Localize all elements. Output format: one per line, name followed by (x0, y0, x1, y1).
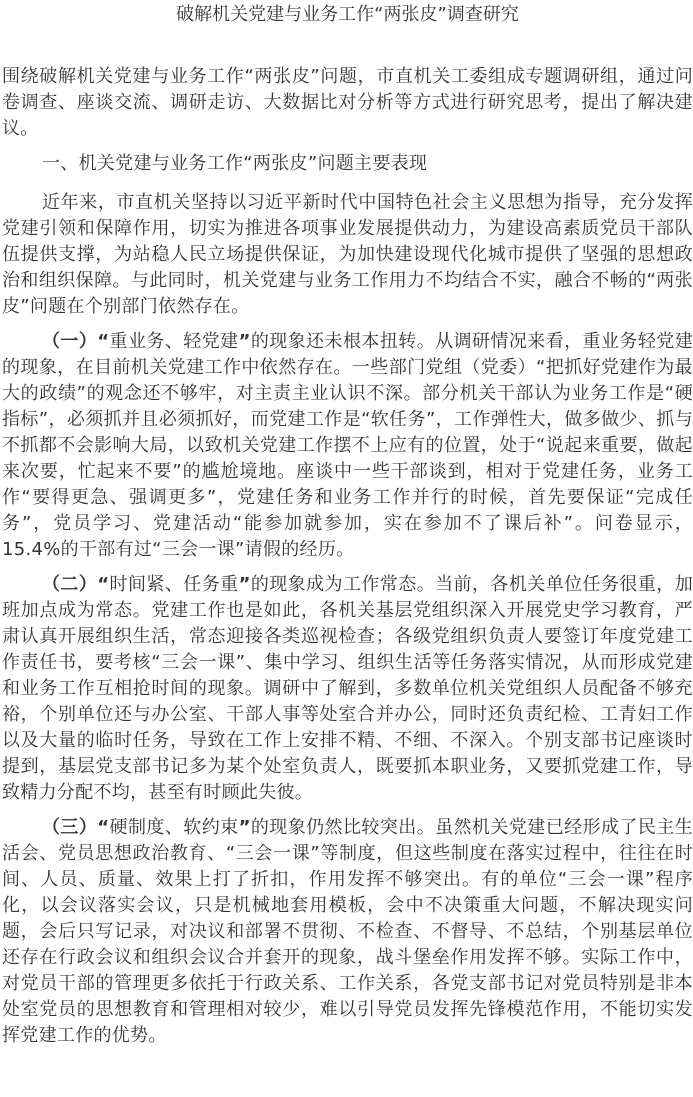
point-3-paragraph (2, 815, 693, 1049)
point-2-quote-close: ” (238, 574, 251, 595)
point-1-paragraph (2, 329, 693, 563)
point-1-text: 的现象还未根本扭转。从调研情况来看，重业务轻党建的现象，在目前机关党建工作中依然存在。一些部门党组（党委）“把抓好党建作为最大的政绩”的观念还不够牢，对主责主业认识不深。部分机关干部认为业务工作是“硬指标”，必须抓并且必须抓好，而党建工作是“软任务”，工作弹性大，做多做少、抓与不抓都不会影响大局，以致机关党建工作摆不上应有的位置，处于“说起来重要，做起来次要，忙起来不要”的尴尬境地。座谈中一些干部谈到，相对于党建任务，业务工作“要得更急、强调更多”，党建任务和业务工作并行的时候，首先要保证“完成任务”，党员学习、党建活动“能参加就参加，实在参加不了课后补”。问卷显示，15.4%的干部有过“三会一课”请假的经历。 (2, 331, 693, 560)
article-body (2, 64, 693, 1049)
point-3-quote-close: ” (238, 817, 251, 838)
point-3-text: 的现象仍然比较突出。虽然机关党建已经形成了民主生活会、党员思想政治教育、“三会一课”等制度，但这些制度在落实过程中，往往在时间、人员、质量、效果上打了折扣，作用发挥不够突出。有的单位“三会一课”程序化，以会议落实会议，只是机械地套用模板，会中不决策重大问题，不解决现实问题，会后只写记录，对决议和部署不贯彻、不检查、不督导、不总结，个别基层单位还存在行政会议和组织会议合并套开的现象，战斗堡垒作用发挥不够。实际工作中，对党员干部的管理更多依托于行政关系、工作关系，各党支部书记对党员特别是非本处室党员的思想教育和管理相对较少，难以引导党员发挥先锋模范作用，不能切实发挥党建工作的优势。 (2, 817, 693, 1046)
section-1-paragraph: 近年来，市直机关坚持以习近平新时代中国特色社会主义思想为指导，充分发挥党建引领和保障作用，切实为推进各项事业发展提供动力，为建设高素质党员干部队伍提供支撑，为站稳人民立场提供保证，为加快建设现代化城市提供了坚强的思想政治和组织保障。与此同时，机关党建与业务工作用力不均结合不实，融合不畅的“两张皮”问题在个别部门依然存在。 (2, 192, 693, 317)
point-2-prefix: （二）“ (42, 574, 110, 595)
point-1-quote-close: ” (238, 331, 251, 352)
point-2-keyword: 时间紧、任务重 (109, 574, 239, 595)
point-1-keyword: 重业务、轻党建 (109, 331, 239, 352)
article-title: 破解机关党建与业务工作“两张皮”调查研究 (176, 4, 519, 25)
intro-paragraph: 围绕破解机关党建与业务工作“两张皮”问题，市直机关工委组成专题调研组，通过问卷调查、座谈交流、调研走访、大数据比对分析等方式进行研究思考，提出了解决建议。 (2, 66, 693, 139)
point-3-keyword: 硬制度、软约束 (109, 817, 239, 838)
point-2-paragraph (2, 572, 693, 806)
point-1-prefix: （一）“ (42, 331, 110, 352)
point-2-text: 的现象成为工作常态。当前，各机关单位任务很重，加班加点成为常态。党建工作也是如此，各机关基层党组织深入开展党史学习教育，严肃认真开展组织生活，常态迎接各类巡视检查；各级党组织负责人要签订年度党建工作责任书，要考核“三会一课”、集中学习、组织生活等任务落实情况，从而形成党建和业务工作互相抢时间的现象。调研中了解到，多数单位机关党组织人员配备不够充裕，个别单位还与办公室、干部人事等处室合并办公，同时还负责纪检、工青妇工作以及大量的临时任务，导致在工作上安排不精、不细、不深入。个别支部书记座谈时提到，基层党支部书记多为某个处室负责人，既要抓本职业务，又要抓党建工作，导致精力分配不均，甚至有时顾此失彼。 (2, 574, 693, 803)
point-3-prefix: （三）“ (42, 817, 110, 838)
section-heading-1: 一、机关党建与业务工作“两张皮”问题主要表现 (42, 153, 428, 174)
